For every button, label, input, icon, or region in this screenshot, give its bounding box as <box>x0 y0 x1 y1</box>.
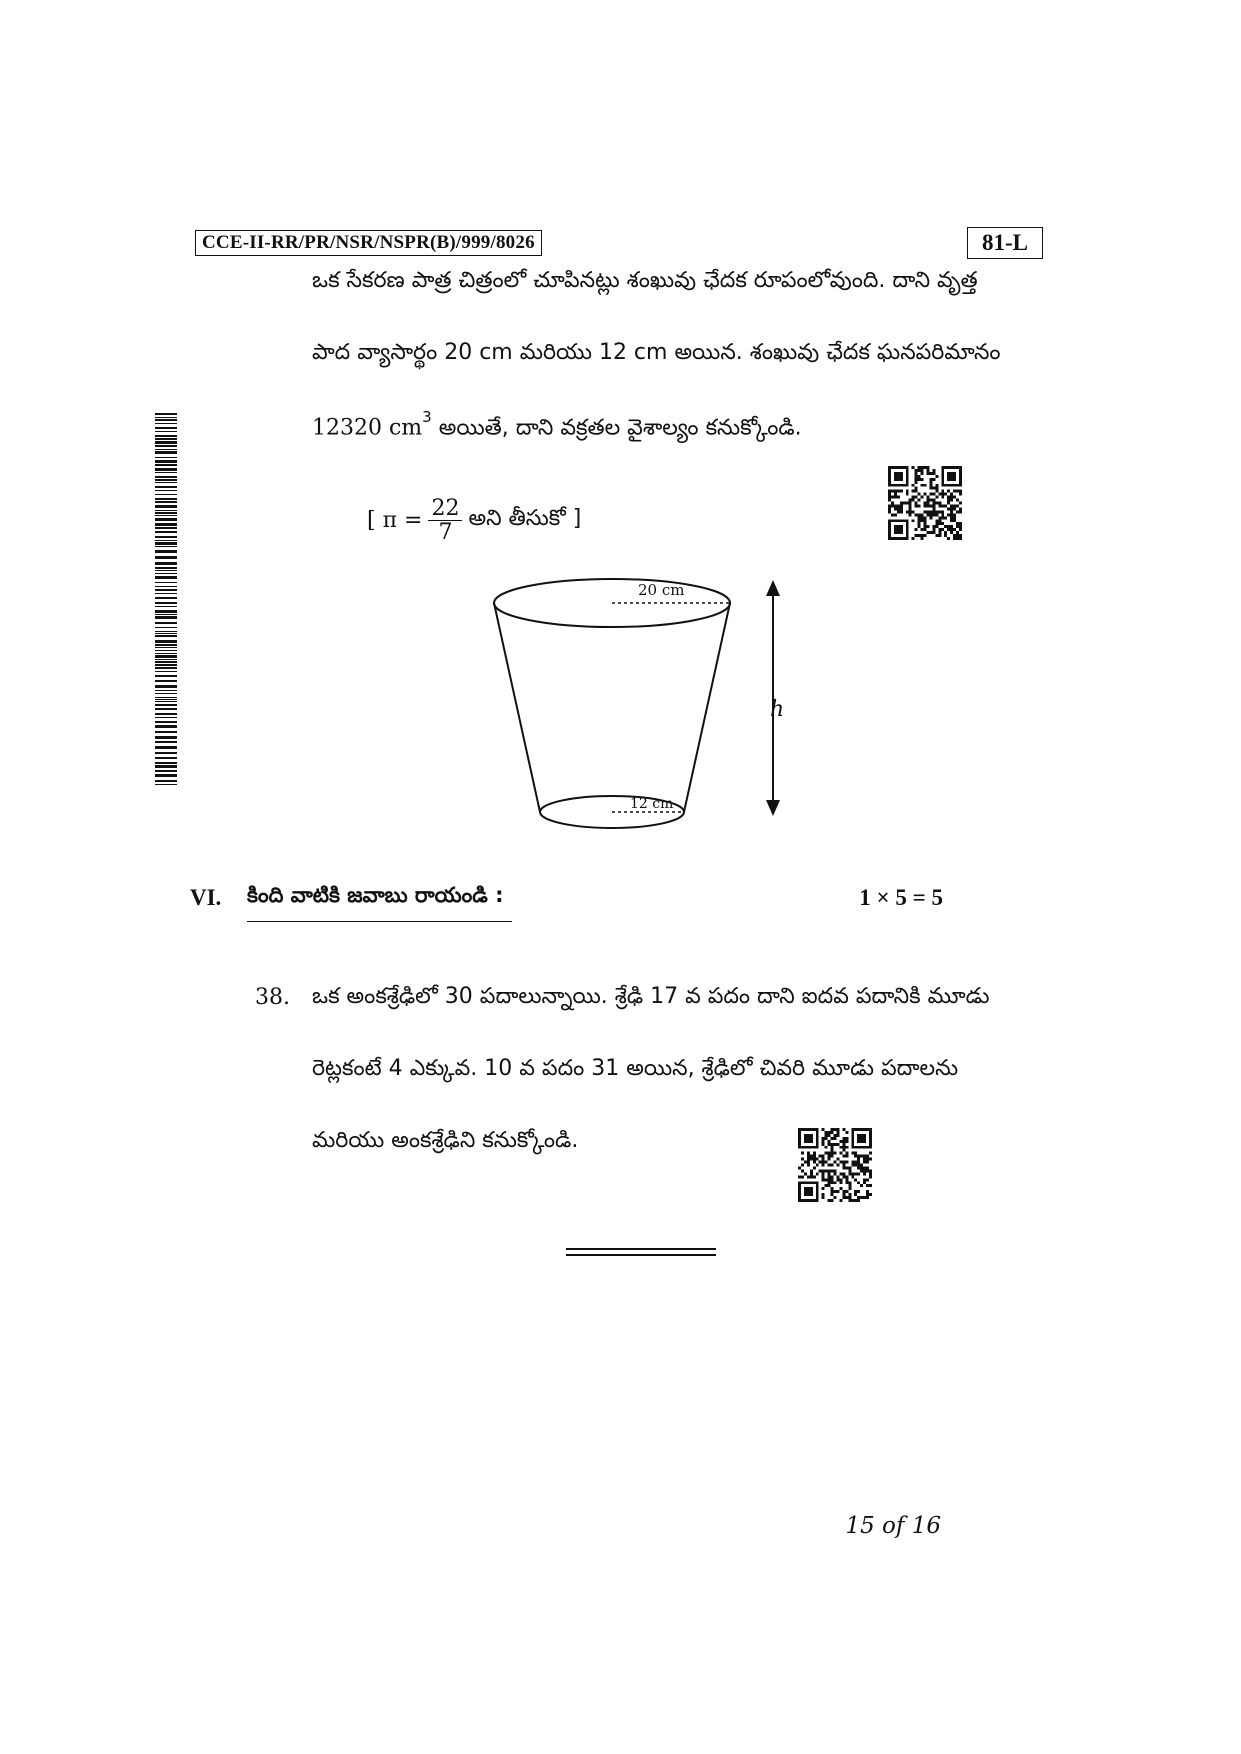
q37-volume-exponent: 3 <box>422 408 432 426</box>
qr-code-icon <box>798 1128 872 1202</box>
paper-code: CCE-II-RR/PR/NSR/NSPR(B)/999/8026 <box>195 230 542 256</box>
q37-line-3 <box>312 408 802 445</box>
end-rule-top <box>566 1248 716 1250</box>
q37-line-3-text: అయితే, దాని వక్రతల వైశాల్యం కనుక్కోండి. <box>438 415 802 441</box>
pi-hint <box>367 497 581 544</box>
paper-id-badge: 81-L <box>967 227 1043 259</box>
height-arrow-down-icon <box>766 800 780 816</box>
q37-line-1: ఒక సేకరణ పాత్ర చిత్రంలో చూపినట్లు శంఖువు ఛేదక రూపంలోవుంది. దాని వృత్త <box>312 268 978 293</box>
height-arrow-up-icon <box>766 580 780 596</box>
pi-fraction-numerator: 22 <box>428 497 462 521</box>
section-number: VI. <box>190 885 222 910</box>
page-number: 15 of 16 <box>845 1513 941 1539</box>
frustum-left-edge <box>494 603 540 812</box>
q38-number: 38. <box>255 985 290 1010</box>
q38-line-2: రెట్లకంటే 4 ఎక్కువ. 10 వ పదం 31 అయిన, శ్రేఢిలో చివరి మూడు పదాలను <box>312 1056 959 1081</box>
qr-code-icon <box>888 466 962 540</box>
pi-hint-close: అని తీసుకో ] <box>468 505 582 531</box>
end-rule-bottom <box>566 1254 716 1256</box>
frustum-figure <box>490 570 800 840</box>
pi-hint-open: [ π = <box>367 508 423 534</box>
q38-line-1: ఒక అంకశ్రేఢిలో 30 పదాలున్నాయి. శ్రేఢి 17 వ పదం దాని ఐదవ పదానికి మూడు <box>312 984 990 1009</box>
q37-line-2: పాద వ్యాసార్థం 20 cm మరియు 12 cm అయిన. శంఖువు ఛేదక ఘనపరిమానం <box>312 340 1001 365</box>
q38-line-3: మరియు అంకశ్రేఢిని కనుక్కోండి. <box>312 1128 579 1153</box>
section-marks: 1 × 5 = 5 <box>859 885 943 910</box>
top-radius-label: 20 cm <box>638 581 685 599</box>
pi-fraction <box>428 497 462 544</box>
bottom-radius-label: 12 cm <box>630 796 674 812</box>
q37-volume-value: 12320 cm <box>312 415 423 441</box>
height-label: h <box>770 697 785 722</box>
barcode-image <box>155 413 177 785</box>
pi-fraction-denominator: 7 <box>438 520 453 546</box>
section-title: కింది వాటికి జవాబు రాయండి : <box>247 883 512 922</box>
frustum-right-edge <box>684 603 730 812</box>
